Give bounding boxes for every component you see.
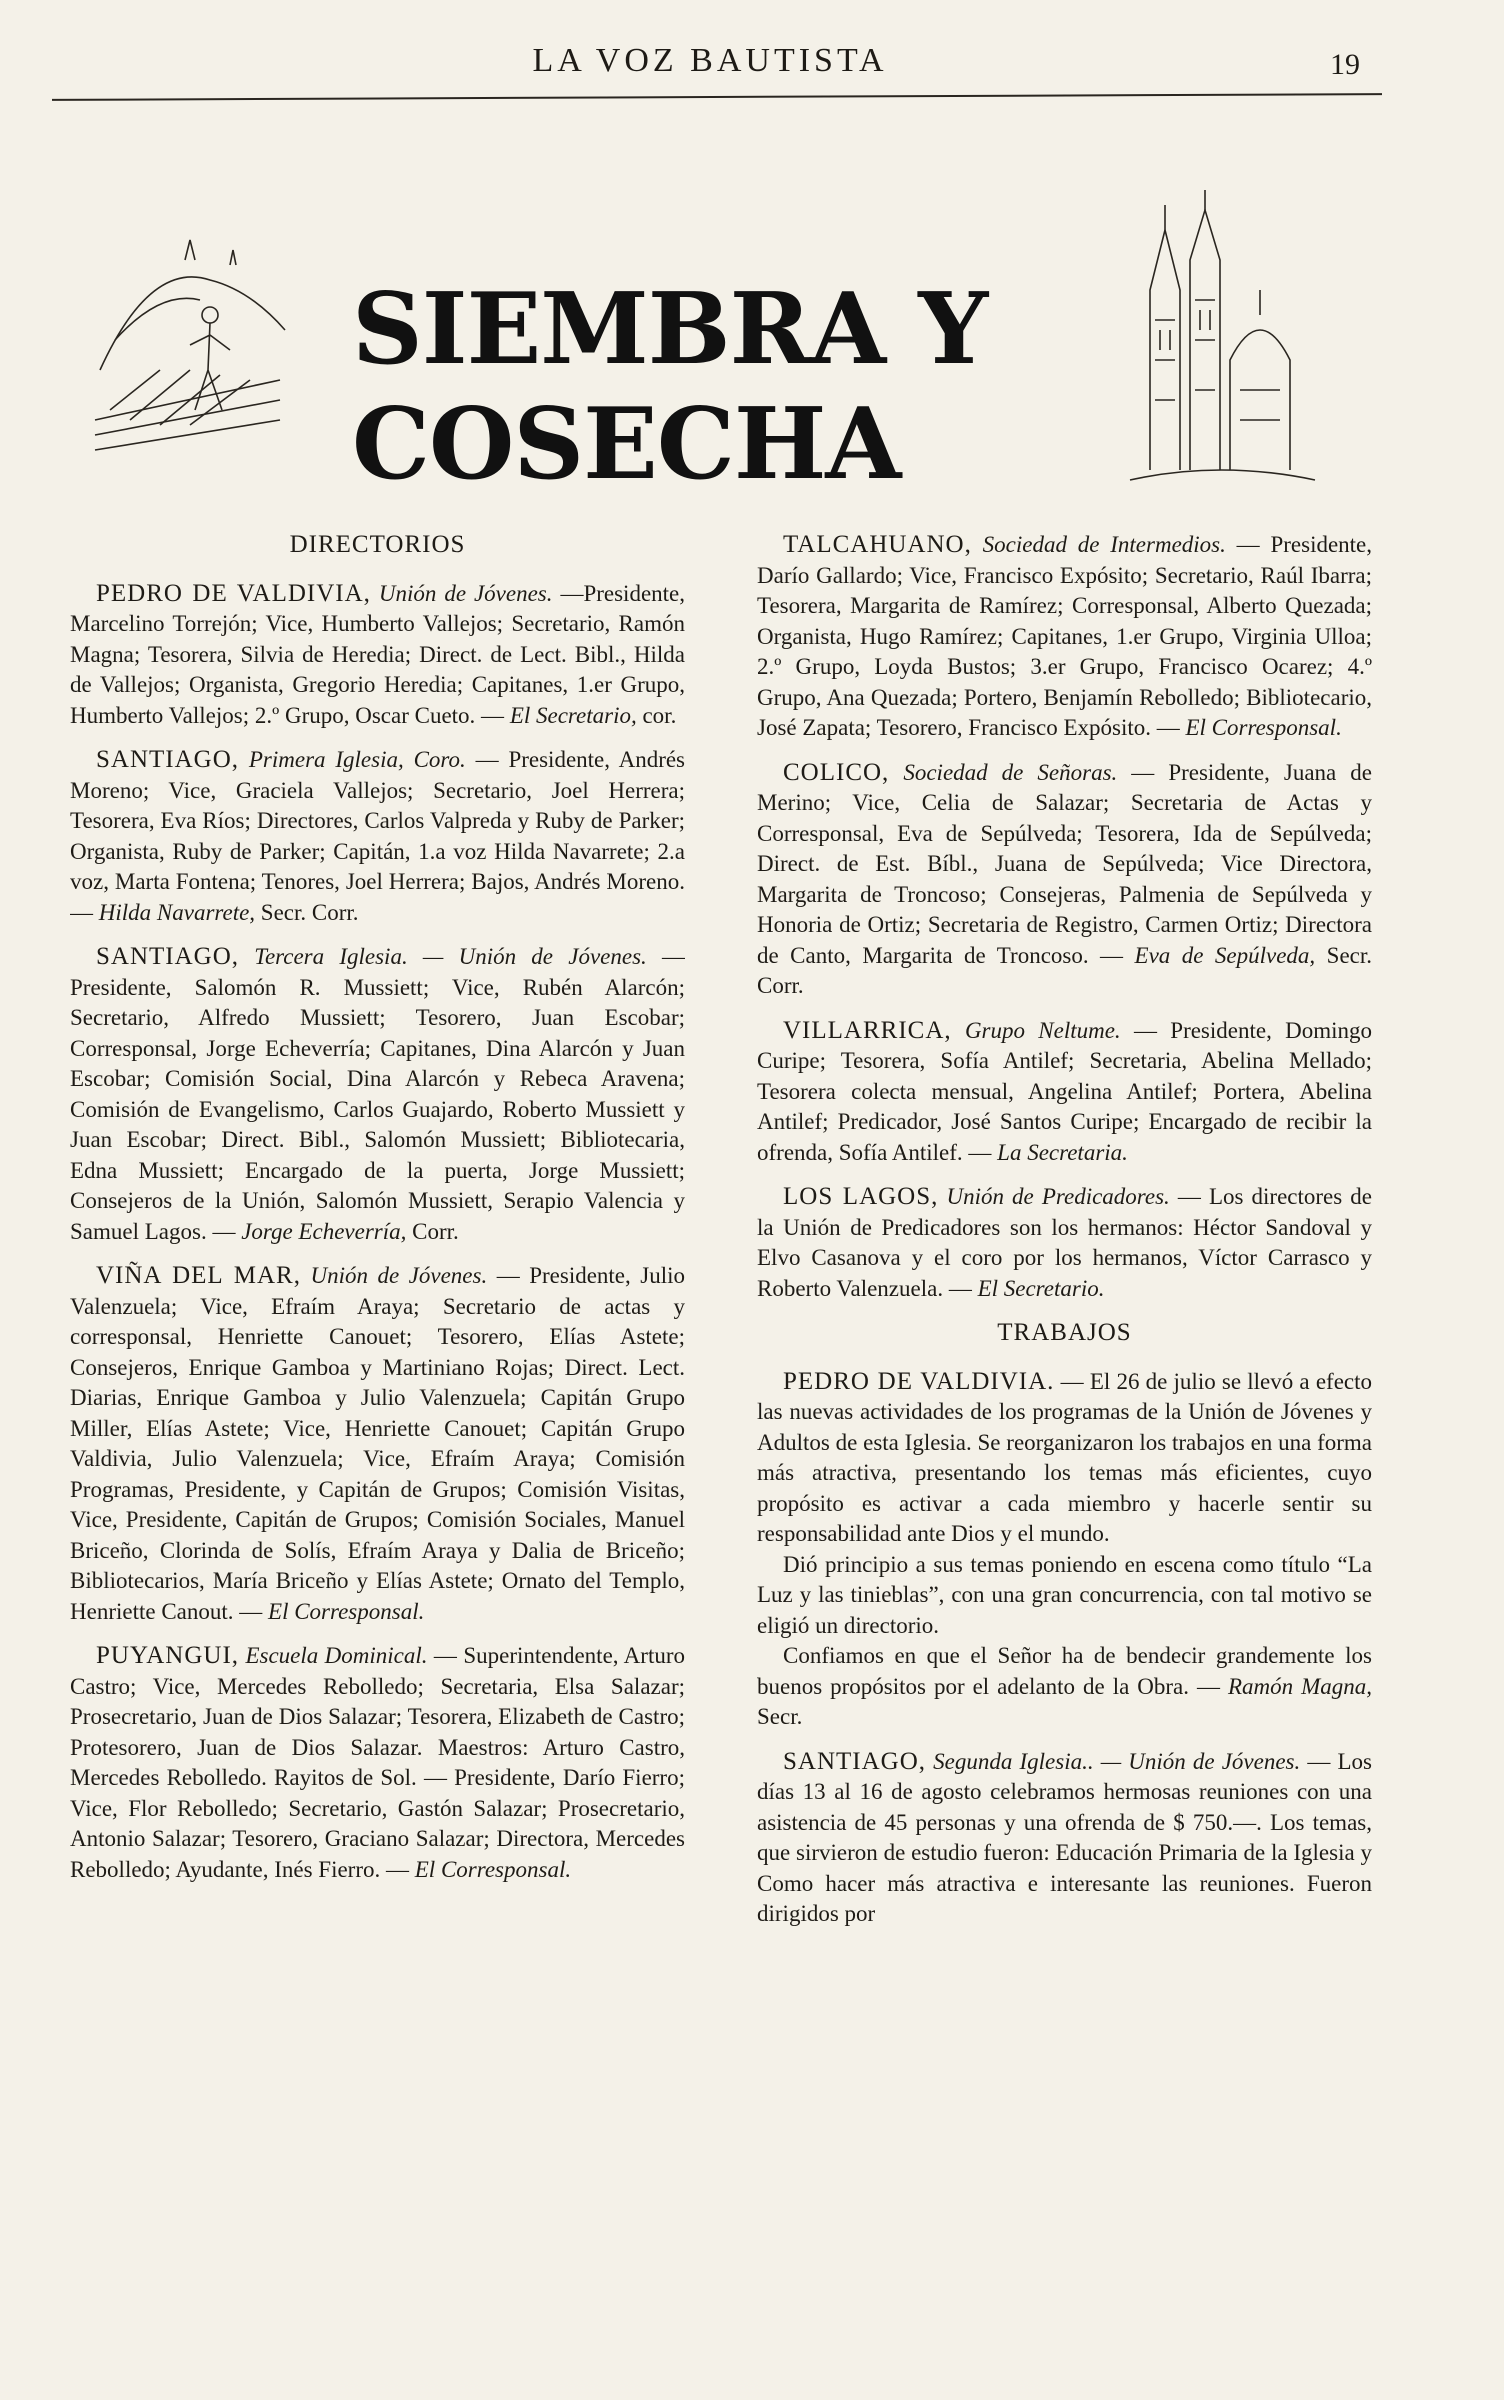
journal-title: LA VOZ BAUTISTA (532, 42, 888, 79)
entry-place: SANTIAGO, (783, 1747, 927, 1775)
entry-body: — Presidente, Domingo Curipe; Tesorera, Sofía Antilef; Secretaria, Abelina Mellado; Tesorera colecta mensual, Angelina Antilef; Portera, Abelina Antilef; Predicador, José Santos Curipe; Encargado de recibir la ofrenda, Sofía Antilef. — (757, 1017, 1372, 1165)
directorios-heading: DIRECTORIOS (289, 531, 466, 558)
entry-signature: Eva de Sepúlveda, (1134, 942, 1316, 968)
entry-place: SANTIAGO, (96, 943, 240, 970)
entry-signature: Hilda Navarrete, (98, 899, 256, 925)
entry-tail: Secr. Corr. (260, 899, 359, 925)
directory-entry (757, 1182, 1372, 1304)
entry-place: PUYANGUI, (96, 1642, 240, 1669)
entry-place: SANTIAGO, (96, 746, 240, 773)
directory-entry (70, 745, 685, 928)
farmer-sowing-illustration (90, 220, 290, 460)
entry-signature: El Corresponsal. (1185, 715, 1342, 740)
entry-body: — Presidente, Julio Valenzuela; Vice, Efraím Araya; Secretario de actas y corresponsal, Henriette Canouet; Tesorero, Elías Astete; Consejeros, Enrique Gamboa y Martiniano Rojas; Direct. Lect. Diarias, Enrique Gamboa y Julio Valenzuela; Capitán Grupo Miller, Elías Astete; Vice, Henriette Canouet; Capitán Grupo Valdivia, Julio Valenzuela; Vice, Efraím Araya; Comisión Programas, Presidente, y Capitán de Grupos; Comisión Visitas, Vice, Presidente, Capitán de Grupos; Comisión Sociales, Manuel Briceño, Clorinda de Solís, Efraím Araya y Dalia de Briceño; Bibliotecarios, María Briceño y Elías Astete; Ornato del Templo, Henriette Canout. — (70, 1263, 685, 1624)
entry-place: VIÑA DEL MAR, (96, 1262, 301, 1289)
entry-signature: El Secretario, (509, 702, 637, 728)
entry-paragraph (757, 1641, 1372, 1733)
entry-subtitle: Unión de Jóvenes. (310, 1263, 488, 1288)
entry-subtitle: Sociedad de Intermedios. (982, 532, 1226, 557)
entry-tail: Secr. (757, 1704, 803, 1729)
entry-place: VILLARRICA, (783, 1016, 952, 1044)
entry-place: COLICO, (783, 758, 890, 786)
directory-entry (70, 1641, 685, 1885)
trabajos-heading: TRABAJOS (997, 1319, 1132, 1346)
entry-subtitle: Sociedad de Señoras. (903, 759, 1118, 785)
entry-body: — Presidente, Salomón R. Mussiett; Vice, Rubén Alarcón; Secretario, Alfredo Mussiett; Tesorero, Juan Escobar; Corresponsal, Jorge Echeverría; Capitanes, Dina Alarcón y Juan Escobar; Comisión Social, Dina Alarcón y Rebeca Aravena; Comisión de Evangelismo, Carlos Guajardo, Roberto Mussiett y Juan Escobar; Direct. Bibl., Salomón Mussiett; Bibliotecaria, Edna Mussiett; Encargado de la puerta, Jorge Mussiett; Consejeros de la Unión, Salomón Mussiett, Serapio Valencia y Samuel Lagos. — (70, 944, 685, 1244)
banner-title: SIEMBRA Y COSECHA (352, 272, 988, 502)
cathedral-illustration (1120, 190, 1320, 490)
left-column (70, 530, 685, 2390)
entry-signature: El Corresponsal. (268, 1598, 425, 1624)
entry-tail: cor. (642, 702, 677, 728)
entry-subtitle: Grupo Neltume. (964, 1017, 1121, 1043)
entry-paragraph (757, 1367, 1372, 1550)
entry-subtitle: Primera Iglesia, Coro. (248, 747, 466, 772)
entry-body: Confiamos en que el Señor ha de bendecir grandemente los buenos propósitos por el adelanto de la Obra. — (757, 1643, 1372, 1699)
header-rule (52, 93, 1382, 101)
entry-body: — Presidente, Darío Gallardo; Vice, Francisco Expósito; Secretario, Raúl Ibarra; Tesorera, Margarita de Ramírez; Corresponsal, Alberto Quezada; Organista, Hugo Ramírez; Capitanes, 1.er Grupo, Virginia Ulloa; 2.º Grupo, Loyda Bustos; 3.er Grupo, Francisco Ocarez; 4.º Grupo, Ana Quezada; Portero, Benjamín Rebolledo; Bibliotecario, José Zapata; Tesorero, Francisco Expósito. — (757, 532, 1372, 740)
entry-body: — Superintendente, Arturo Castro; Vice, Mercedes Rebolledo; Secretaria, Elsa Salazar; Prosecretario, Juan de Dios Salazar; Tesorera, Elizabeth de Castro; Protesorero, Juan de Dios Salazar. Maestros: Arturo Castro, Mercedes Rebolledo. Rayitos de Sol. — Presidente, Darío Fierro; Vice, Flor Rebolledo; Secretario, Gastón Salazar; Prosecretario, Antonio Salazar; Tesorero, Graciano Salazar; Directora, Mercedes Rebolledo; Ayudante, Inés Fierro. — (70, 1643, 685, 1882)
entry-signature: El Secretario. (977, 1275, 1105, 1301)
entry-signature: Ramón Magna, (1227, 1673, 1372, 1699)
entry-body: — Presidente, Juana de Merino; Vice, Celia de Salazar; Secretaria de Actas y Corresponsal, Eva de Sepúlveda; Tesorera, Ida de Sepúlveda; Direct. de Est. Bíbl., Juana de Sepúlveda; Vice Directora, Margarita de Troncoso; Consejeras, Palmenia de Sepúlveda y Honoria de Ortiz; Secretaria de Registro, Carmen Ortiz; Directora de Canto, Margarita de Troncoso. — (757, 759, 1372, 968)
entry-subtitle: Unión de Predicadores. (946, 1184, 1170, 1209)
entry-signature: Jorge Echeverría, (241, 1218, 407, 1244)
entry-place: PEDRO DE VALDIVIA. (783, 1367, 1055, 1395)
entry-body: — Los directores de la Unión de Predicadores son los hermanos: Héctor Sandoval y Elvo Casanova y el coro por los hermanos, Víctor Carrasco y Roberto Valenzuela. — (757, 1184, 1372, 1301)
entry-body: — Los días 13 al 16 de agosto celebramos hermosas reuniones con una asistencia de 45 personas y una ofrenda de $ 750.—. Los temas, que sirvieron de estudio fueron: Educación Primaria de la Iglesia y Como hacer más atractiva e interesante las reuniones. Fueron dirigidos por (757, 1748, 1372, 1926)
section-banner (90, 200, 1400, 500)
running-header (0, 0, 1504, 110)
entry-body: — Presidente, Andrés Moreno; Vice, Graciela Vallejos; Secretario, Joel Herrera; Tesorera, Eva Ríos; Directores, Carlos Valpreda y Ruby de Parker; Organista, Ruby de Parker; Capitán, 1.a voz Hilda Navarrete; 2.a voz, Marta Fontena; Tenores, Joel Herrera; Bajos, Andrés Moreno. — (70, 747, 685, 925)
directory-entry (70, 942, 685, 1247)
directory-entry (757, 1016, 1372, 1169)
entry-tail: Corr. (412, 1218, 459, 1244)
entry-place: LOS LAGOS, (783, 1183, 939, 1210)
entry-tail: Secr. Corr. (757, 942, 1372, 998)
trabajos-entry (757, 1747, 1372, 1930)
right-column (757, 530, 1372, 2390)
entry-subtitle: Escuela Dominical. (245, 1643, 428, 1668)
entry-subtitle: Segunda Iglesia.. — Unión de Jóvenes. (933, 1748, 1301, 1774)
entry-body: — El 26 de julio se llevó a efecto las nuevas actividades de los programas de la Unión de Jóvenes y Adultos de esta Iglesia. Se reorganizaron los trabajos en una forma más atractiva, presentando los temas más eficientes, cuyo propósito es activar a cada miembro y hacerle sentir su responsabilidad ante Dios y el mundo. (757, 1368, 1372, 1546)
entry-subtitle: Tercera Iglesia. — Unión de Jóvenes. (254, 944, 647, 969)
entry-signature: El Corresponsal. (414, 1856, 572, 1882)
entry-subtitle: Unión de Jóvenes. (378, 580, 553, 606)
entry-body: —Presidente, Marcelino Torrejón; Vice, Humberto Vallejos; Secretario, Ramón Magna; Tesorera, Silvia de Heredia; Direct. de Lect. Bibl., Hilda de Vallejos; Organista, Gregorio Heredia; Capitanes, 1.er Grupo, Humberto Vallejos; 2.º Grupo, Oscar Cueto. — (70, 580, 685, 728)
entry-place: PEDRO DE VALDIVIA, (96, 579, 371, 607)
entry-place: TALCAHUANO, (783, 531, 972, 558)
directory-entry (70, 579, 685, 732)
entry-signature: La Secretaria. (997, 1139, 1128, 1165)
directory-entry (757, 530, 1372, 744)
directory-entry (757, 758, 1372, 1002)
directory-entry (70, 1261, 685, 1627)
entry-paragraph: Dió principio a sus temas poniendo en escena como título “La Luz y las tinieblas”, con una gran concurrencia, con tal motivo se eligió un directorio. (757, 1551, 1372, 1638)
page-number: 19 (1330, 48, 1360, 81)
trabajos-entry (757, 1367, 1372, 1733)
